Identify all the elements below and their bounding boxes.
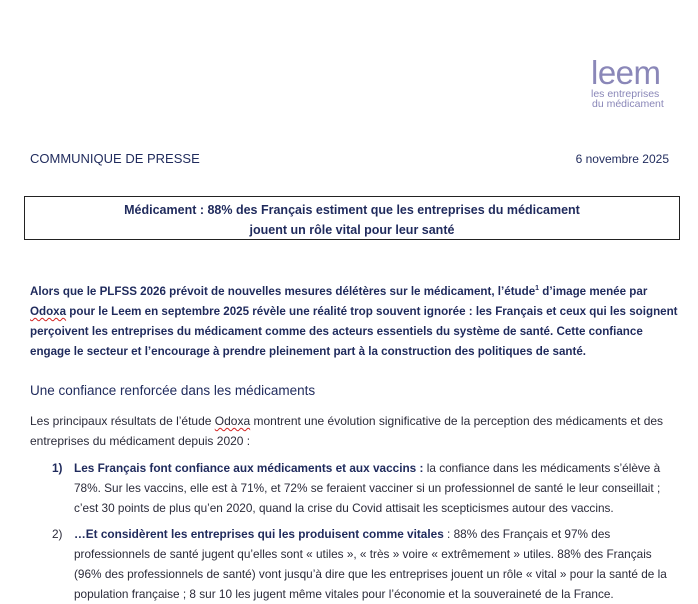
lead-text-3: pour le Leem en septembre 2025 révèle une réalité trop souvent ignorée : les Français et ceux qui les soignent perçoivent les entreprises du médicament comme des acteurs essentiels du système de santé. Cette confiance engage le secteur et l’encourage à prendre pleinement part à la construction des politiques de santé. (30, 304, 678, 358)
headline-line-2: jouent un rôle vital pour leur santé (249, 223, 455, 237)
lead-text-2: d’image menée par (539, 284, 648, 298)
section-intro (30, 411, 680, 451)
logo-brand: leem (591, 54, 661, 91)
press-release-date: 6 novembre 2025 (575, 152, 669, 166)
list-item-number: 2) (52, 527, 63, 541)
intro-text-2: montrent une évolution significative de la perception des médicaments et des entreprises du médicament depuis 2020 : (30, 414, 664, 448)
list-item (52, 524, 680, 604)
headline-line-1: Médicament : 88% des Français estiment que les entreprises du médicament (124, 203, 580, 217)
lead-paragraph (30, 279, 680, 362)
footnote-marker: 1 (535, 285, 540, 292)
spellcheck-word-odoxa-2: Odoxa (214, 414, 251, 428)
leem-logo (591, 56, 671, 109)
logo-tagline-2: du médicament (592, 98, 664, 110)
spellcheck-word-odoxa: Odoxa (30, 304, 67, 318)
press-release-label: COMMUNIQUE DE PRESSE (30, 151, 200, 166)
list-item-number: 1) (52, 461, 63, 475)
list-item-text: la confiance dans les médicaments s’élève à 78%. Sur les vaccins, elle est à 71%, et 72% se feraient vacciner si un professionnel de santé le leur conseillait ; c’est 30 points de plus qu’en 2020, quand la crise du Covid attisait les scepticismes autour des vaccins. (74, 461, 661, 515)
section-heading: Une confiance renforcée dans les médicaments (30, 383, 316, 398)
logo-tagline-1: les entreprises (591, 88, 660, 100)
list-item-bold-lead: Les Français font confiance aux médicaments et aux vaccins : (74, 461, 424, 475)
list-item-text: : 88% des Français et 97% des professionnels de santé jugent qu’elles sont « utiles », « très » voire « extrêmement » utiles. 88% des Français (96% des professionnels de santé) vont jusqu’à dire que les entreprises jouent un rôle « vital » pour la santé de la population française ; 8 sur 10 les jugent même vitales pour l’économie et la souveraineté de la France. (74, 527, 667, 601)
list-item-bold-lead: …Et considèrent les entreprises qui les produisent comme vitales (74, 527, 444, 541)
list-item (52, 458, 680, 518)
intro-text-1: Les principaux résultats de l’étude (30, 414, 215, 428)
lead-text-1: Alors que le PLFSS 2026 prévoit de nouvelles mesures délétères sur le médicament, l’étude (30, 284, 536, 298)
headline-box (24, 196, 680, 240)
